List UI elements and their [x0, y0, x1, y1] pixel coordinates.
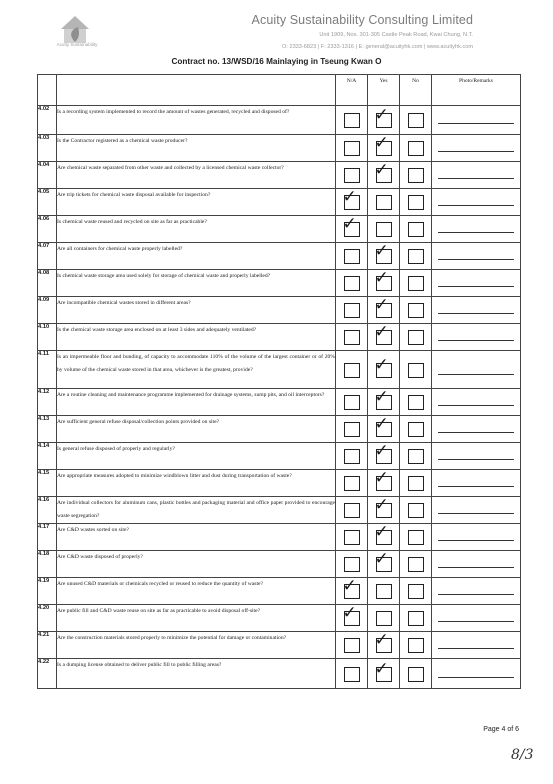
remarks-line[interactable]	[438, 513, 514, 514]
cell-no	[400, 632, 432, 659]
cell-na	[336, 162, 368, 189]
header-no: No	[400, 75, 432, 106]
item-question: Are C&D waste disposed of properly?	[57, 551, 336, 578]
no-checkbox[interactable]	[408, 330, 424, 345]
remarks-line[interactable]	[438, 621, 514, 622]
logo-text: Acuity Sustainability	[56, 42, 98, 47]
remarks-cell	[432, 605, 521, 632]
yes-checkbox[interactable]	[376, 584, 392, 599]
table-row	[38, 389, 521, 416]
item-number: 4.04	[38, 162, 57, 189]
item-number: 4.21	[38, 632, 57, 659]
item-number: 4.10	[38, 324, 57, 351]
check-mark-icon: ✓	[374, 495, 389, 515]
item-number: 4.22	[38, 659, 57, 689]
yes-checkbox[interactable]	[374, 160, 392, 183]
check-mark-icon: ✓	[374, 441, 389, 461]
cell-yes	[368, 605, 400, 632]
item-number: 4.05	[38, 189, 57, 216]
remarks-line[interactable]	[438, 594, 514, 595]
table-row	[38, 551, 521, 578]
cell-na	[336, 443, 368, 470]
cell-na	[336, 216, 368, 243]
yes-checkbox[interactable]	[374, 295, 392, 318]
table-row	[38, 632, 521, 659]
cell-na	[336, 270, 368, 297]
remarks-cell	[432, 551, 521, 578]
remarks-cell	[432, 243, 521, 270]
cell-no	[400, 216, 432, 243]
remarks-line[interactable]	[438, 123, 514, 124]
table-row	[38, 524, 521, 551]
remarks-cell	[432, 106, 521, 135]
check-mark-icon: ✓	[374, 295, 389, 315]
na-checkbox[interactable]	[344, 363, 360, 378]
cell-no	[400, 297, 432, 324]
no-checkbox[interactable]	[408, 195, 424, 210]
item-number: 4.20	[38, 605, 57, 632]
no-checkbox[interactable]	[408, 667, 424, 682]
check-mark-icon: ✓	[342, 603, 357, 623]
remarks-line[interactable]	[438, 405, 514, 406]
cell-yes	[368, 632, 400, 659]
check-mark-icon: ✓	[374, 658, 389, 679]
item-number: 4.19	[38, 578, 57, 605]
check-mark-icon: ✓	[374, 630, 389, 650]
cell-yes	[368, 135, 400, 162]
cell-yes	[368, 416, 400, 443]
company-name: Acuity Sustainability Consulting Limited	[251, 13, 473, 27]
remarks-line[interactable]	[438, 567, 514, 568]
item-question: Is chemical waste reused and recycled on site as far as practicable?	[57, 216, 336, 243]
table-row	[38, 659, 521, 689]
item-question: Are unused C&D materials or chemicals recycled or reused to reduce the quantity of waste?	[57, 578, 336, 605]
item-number: 4.08	[38, 270, 57, 297]
item-question: Is chemical waste storage area used solely for storage of chemical waste and properly labelled?	[57, 270, 336, 297]
na-checkbox[interactable]	[344, 667, 360, 682]
table-row	[38, 351, 521, 389]
cell-yes	[368, 270, 400, 297]
remarks-line[interactable]	[438, 151, 514, 152]
cell-yes	[368, 443, 400, 470]
cell-no	[400, 416, 432, 443]
table-row	[38, 189, 521, 216]
remarks-cell	[432, 524, 521, 551]
table-row	[38, 162, 521, 189]
item-question: Are a routine cleaning and maintenance programme implemented for drainage systems, sump pits, and oil interceptors?	[57, 389, 336, 416]
check-mark-icon: ✓	[374, 468, 389, 488]
remarks-cell	[432, 416, 521, 443]
header-na: N/A	[336, 75, 368, 106]
check-mark-icon: ✓	[374, 160, 389, 180]
no-checkbox[interactable]	[408, 141, 424, 156]
no-checkbox[interactable]	[408, 303, 424, 318]
checklist-body	[38, 106, 521, 689]
cell-yes	[368, 162, 400, 189]
yes-checkbox[interactable]	[374, 387, 392, 410]
cell-no	[400, 497, 432, 524]
na-checkbox[interactable]	[344, 330, 360, 345]
item-question: Are the construction materials stored properly to minimize the potential for damage or contamination?	[57, 632, 336, 659]
no-checkbox[interactable]	[408, 638, 424, 653]
contract-title: Contract no. 13/WSD/16 Mainlaying in Tseung Kwan O	[171, 57, 382, 66]
na-checkbox[interactable]	[344, 168, 360, 183]
remarks-cell	[432, 324, 521, 351]
table-row	[38, 106, 521, 135]
cell-no	[400, 189, 432, 216]
check-mark-icon: ✓	[374, 387, 389, 407]
check-mark-icon: ✓	[374, 549, 389, 569]
cell-no	[400, 351, 432, 389]
na-checkbox[interactable]	[344, 141, 360, 156]
remarks-line[interactable]	[438, 432, 514, 433]
remarks-cell	[432, 470, 521, 497]
remarks-cell	[432, 659, 521, 689]
cell-yes	[368, 389, 400, 416]
cell-na	[336, 551, 368, 578]
cell-na	[336, 632, 368, 659]
cell-na	[336, 605, 368, 632]
remarks-line[interactable]	[438, 459, 514, 460]
cell-yes	[368, 470, 400, 497]
item-question: Is an impermeable floor and bunding, of capacity to accommodate 110% of the volume of the largest container or of 20% by volume of the chemical waste stored in that area, whichever is the greatest, provide?	[57, 351, 336, 389]
remarks-line[interactable]	[438, 232, 514, 233]
na-checkbox[interactable]	[344, 503, 360, 518]
table-row	[38, 470, 521, 497]
cell-no	[400, 605, 432, 632]
cell-na	[336, 524, 368, 551]
cell-na	[336, 497, 368, 524]
cell-yes	[368, 659, 400, 689]
item-question: Is the Contractor registered as a chemical waste producer?	[57, 135, 336, 162]
remarks-cell	[432, 189, 521, 216]
table-row	[38, 270, 521, 297]
item-number: 4.06	[38, 216, 57, 243]
check-mark-icon: ✓	[374, 133, 389, 153]
item-number: 4.13	[38, 416, 57, 443]
cell-yes	[368, 297, 400, 324]
item-question: Are public fill and C&D waste reuse on site as far as practicable to avoid disposal off-site?	[57, 605, 336, 632]
check-mark-icon: ✓	[374, 105, 389, 125]
cell-no	[400, 135, 432, 162]
cell-no	[400, 551, 432, 578]
item-number: 4.18	[38, 551, 57, 578]
remarks-line[interactable]	[438, 205, 514, 206]
table-row	[38, 443, 521, 470]
remarks-line[interactable]	[438, 178, 514, 179]
yes-checkbox[interactable]	[374, 268, 392, 291]
header-remarks: Photo/Remarks	[432, 75, 521, 106]
na-checkbox[interactable]	[344, 303, 360, 318]
no-checkbox[interactable]	[408, 395, 424, 410]
item-question: Are C&D wastes sorted on site?	[57, 524, 336, 551]
no-checkbox[interactable]	[408, 611, 424, 626]
item-question: Are appropriate measures adopted to minimize windblown litter and dust during transportation of waste?	[57, 470, 336, 497]
cell-no	[400, 389, 432, 416]
remarks-cell	[432, 443, 521, 470]
table-row	[38, 297, 521, 324]
item-question: Is general refuse disposed of properly and regularly?	[57, 443, 336, 470]
item-number: 4.16	[38, 497, 57, 524]
yes-checkbox[interactable]	[376, 222, 392, 237]
table-row	[38, 216, 521, 243]
checklist-table	[37, 74, 521, 689]
yes-checkbox[interactable]	[374, 549, 392, 572]
table-header-row	[38, 75, 521, 106]
item-number: 4.12	[38, 389, 57, 416]
cell-no	[400, 270, 432, 297]
yes-checkbox[interactable]	[374, 414, 392, 437]
no-checkbox[interactable]	[408, 503, 424, 518]
check-mark-icon: ✓	[342, 576, 357, 596]
na-checkbox[interactable]	[344, 638, 360, 653]
check-mark-icon: ✓	[374, 322, 389, 342]
cell-na	[336, 659, 368, 689]
header-question	[57, 75, 336, 106]
check-mark-icon: ✓	[374, 241, 389, 261]
na-checkbox[interactable]	[344, 395, 360, 410]
cell-no	[400, 243, 432, 270]
no-checkbox[interactable]	[408, 113, 424, 128]
item-number: 4.17	[38, 524, 57, 551]
cell-yes	[368, 497, 400, 524]
yes-checkbox[interactable]	[374, 495, 392, 518]
item-number: 4.09	[38, 297, 57, 324]
header-yes: Yes	[368, 75, 400, 106]
handwritten-note: 8/3	[511, 747, 534, 763]
no-checkbox[interactable]	[408, 530, 424, 545]
na-checkbox[interactable]	[344, 113, 360, 128]
cell-no	[400, 443, 432, 470]
remarks-line[interactable]	[438, 486, 514, 487]
yes-checkbox[interactable]	[374, 241, 392, 264]
yes-checkbox[interactable]	[376, 611, 392, 626]
header-number	[38, 75, 57, 106]
na-checkbox[interactable]	[342, 214, 360, 237]
remarks-line[interactable]	[438, 374, 514, 375]
page-number: Page 4 of 6	[483, 726, 519, 733]
na-checkbox[interactable]	[344, 422, 360, 437]
item-number: 4.03	[38, 135, 57, 162]
cell-na	[336, 470, 368, 497]
na-checkbox[interactable]	[344, 249, 360, 264]
remarks-line[interactable]	[438, 540, 514, 541]
table-row	[38, 324, 521, 351]
remarks-cell	[432, 135, 521, 162]
cell-na	[336, 324, 368, 351]
cell-no	[400, 524, 432, 551]
table-row	[38, 135, 521, 162]
na-checkbox[interactable]	[342, 576, 360, 599]
item-number: 4.07	[38, 243, 57, 270]
item-question: Is the chemical waste storage area enclosed on at least 3 sides and adequately ventilated?	[57, 324, 336, 351]
cell-yes	[368, 106, 400, 135]
no-checkbox[interactable]	[408, 422, 424, 437]
remarks-line[interactable]	[438, 677, 514, 678]
company-contact: O: 2333-6823 | F: 2333-1316 | E: general@acuityhk.com | www.acuityhk.com	[282, 44, 473, 50]
remarks-cell	[432, 351, 521, 389]
item-question: Is a dumping license obtained to deliver public fill to public filling areas?	[57, 659, 336, 689]
table-row	[38, 578, 521, 605]
cell-no	[400, 659, 432, 689]
no-checkbox[interactable]	[408, 363, 424, 378]
check-mark-icon: ✓	[342, 214, 357, 234]
na-checkbox[interactable]	[344, 557, 360, 572]
cell-yes	[368, 324, 400, 351]
remarks-line[interactable]	[438, 340, 514, 341]
check-mark-icon: ✓	[374, 354, 389, 375]
na-checkbox[interactable]	[344, 530, 360, 545]
cell-yes	[368, 216, 400, 243]
cell-na	[336, 243, 368, 270]
na-checkbox[interactable]	[344, 449, 360, 464]
na-checkbox[interactable]	[342, 187, 360, 210]
remarks-line[interactable]	[438, 286, 514, 287]
yes-checkbox[interactable]	[374, 133, 392, 156]
cell-na	[336, 578, 368, 605]
check-mark-icon: ✓	[374, 414, 389, 434]
cell-yes	[368, 524, 400, 551]
company-address: Unit 1909, Nos. 301-305 Castle Peak Road, Kwai Chung, N.T.	[319, 32, 473, 38]
item-question: Are all containers for chemical waste properly labelled?	[57, 243, 336, 270]
item-question: Are incompatible chemical wastes stored in different areas?	[57, 297, 336, 324]
remarks-cell	[432, 216, 521, 243]
no-checkbox[interactable]	[408, 584, 424, 599]
na-checkbox[interactable]	[344, 276, 360, 291]
check-mark-icon: ✓	[342, 187, 357, 207]
remarks-cell	[432, 497, 521, 524]
table-row	[38, 243, 521, 270]
item-question: Are chemical waste separated from other waste and collected by a licensed chemical waste collector?	[57, 162, 336, 189]
cell-no	[400, 578, 432, 605]
yes-checkbox[interactable]	[374, 658, 392, 682]
yes-checkbox[interactable]	[374, 522, 392, 545]
cell-no	[400, 106, 432, 135]
no-checkbox[interactable]	[408, 168, 424, 183]
remarks-line[interactable]	[438, 259, 514, 260]
remarks-cell	[432, 270, 521, 297]
yes-checkbox[interactable]	[374, 322, 392, 345]
cell-na	[336, 135, 368, 162]
cell-no	[400, 324, 432, 351]
no-checkbox[interactable]	[408, 557, 424, 572]
item-question: Are sufficient general refuse disposal/collection points provided on site?	[57, 416, 336, 443]
no-checkbox[interactable]	[408, 249, 424, 264]
no-checkbox[interactable]	[408, 476, 424, 491]
yes-checkbox[interactable]	[374, 468, 392, 491]
remarks-cell	[432, 162, 521, 189]
item-question: Are trip tickets for chemical waste disposal available for inspection?	[57, 189, 336, 216]
check-mark-icon: ✓	[374, 522, 389, 542]
cell-yes	[368, 578, 400, 605]
remarks-cell	[432, 632, 521, 659]
table-row	[38, 416, 521, 443]
no-checkbox[interactable]	[408, 222, 424, 237]
cell-na	[336, 297, 368, 324]
check-mark-icon: ✓	[374, 268, 389, 288]
cell-na	[336, 106, 368, 135]
yes-checkbox[interactable]	[376, 195, 392, 210]
item-number: 4.02	[38, 106, 57, 135]
na-checkbox[interactable]	[342, 603, 360, 626]
cell-na	[336, 351, 368, 389]
table-row	[38, 605, 521, 632]
remarks-cell	[432, 389, 521, 416]
item-question: Are individual collectors for aluminum cans, plastic bottles and packaging material and office paper provided to encourage waste segregation?	[57, 497, 336, 524]
table-row	[38, 497, 521, 524]
no-checkbox[interactable]	[408, 276, 424, 291]
item-number: 4.11	[38, 351, 57, 389]
remarks-cell	[432, 297, 521, 324]
yes-checkbox[interactable]	[374, 105, 392, 128]
cell-yes	[368, 243, 400, 270]
yes-checkbox[interactable]	[374, 354, 392, 378]
remarks-cell	[432, 578, 521, 605]
remarks-line[interactable]	[438, 313, 514, 314]
cell-na	[336, 389, 368, 416]
na-checkbox[interactable]	[344, 476, 360, 491]
item-number: 4.14	[38, 443, 57, 470]
item-question: Is a recording system implemented to record the amount of wastes generated, recycled and disposed of?	[57, 106, 336, 135]
remarks-line[interactable]	[438, 648, 514, 649]
yes-checkbox[interactable]	[374, 630, 392, 653]
yes-checkbox[interactable]	[374, 441, 392, 464]
cell-yes	[368, 551, 400, 578]
cell-no	[400, 470, 432, 497]
cell-yes	[368, 189, 400, 216]
cell-no	[400, 162, 432, 189]
cell-yes	[368, 351, 400, 389]
cell-na	[336, 416, 368, 443]
item-number: 4.15	[38, 470, 57, 497]
cell-na	[336, 189, 368, 216]
no-checkbox[interactable]	[408, 449, 424, 464]
